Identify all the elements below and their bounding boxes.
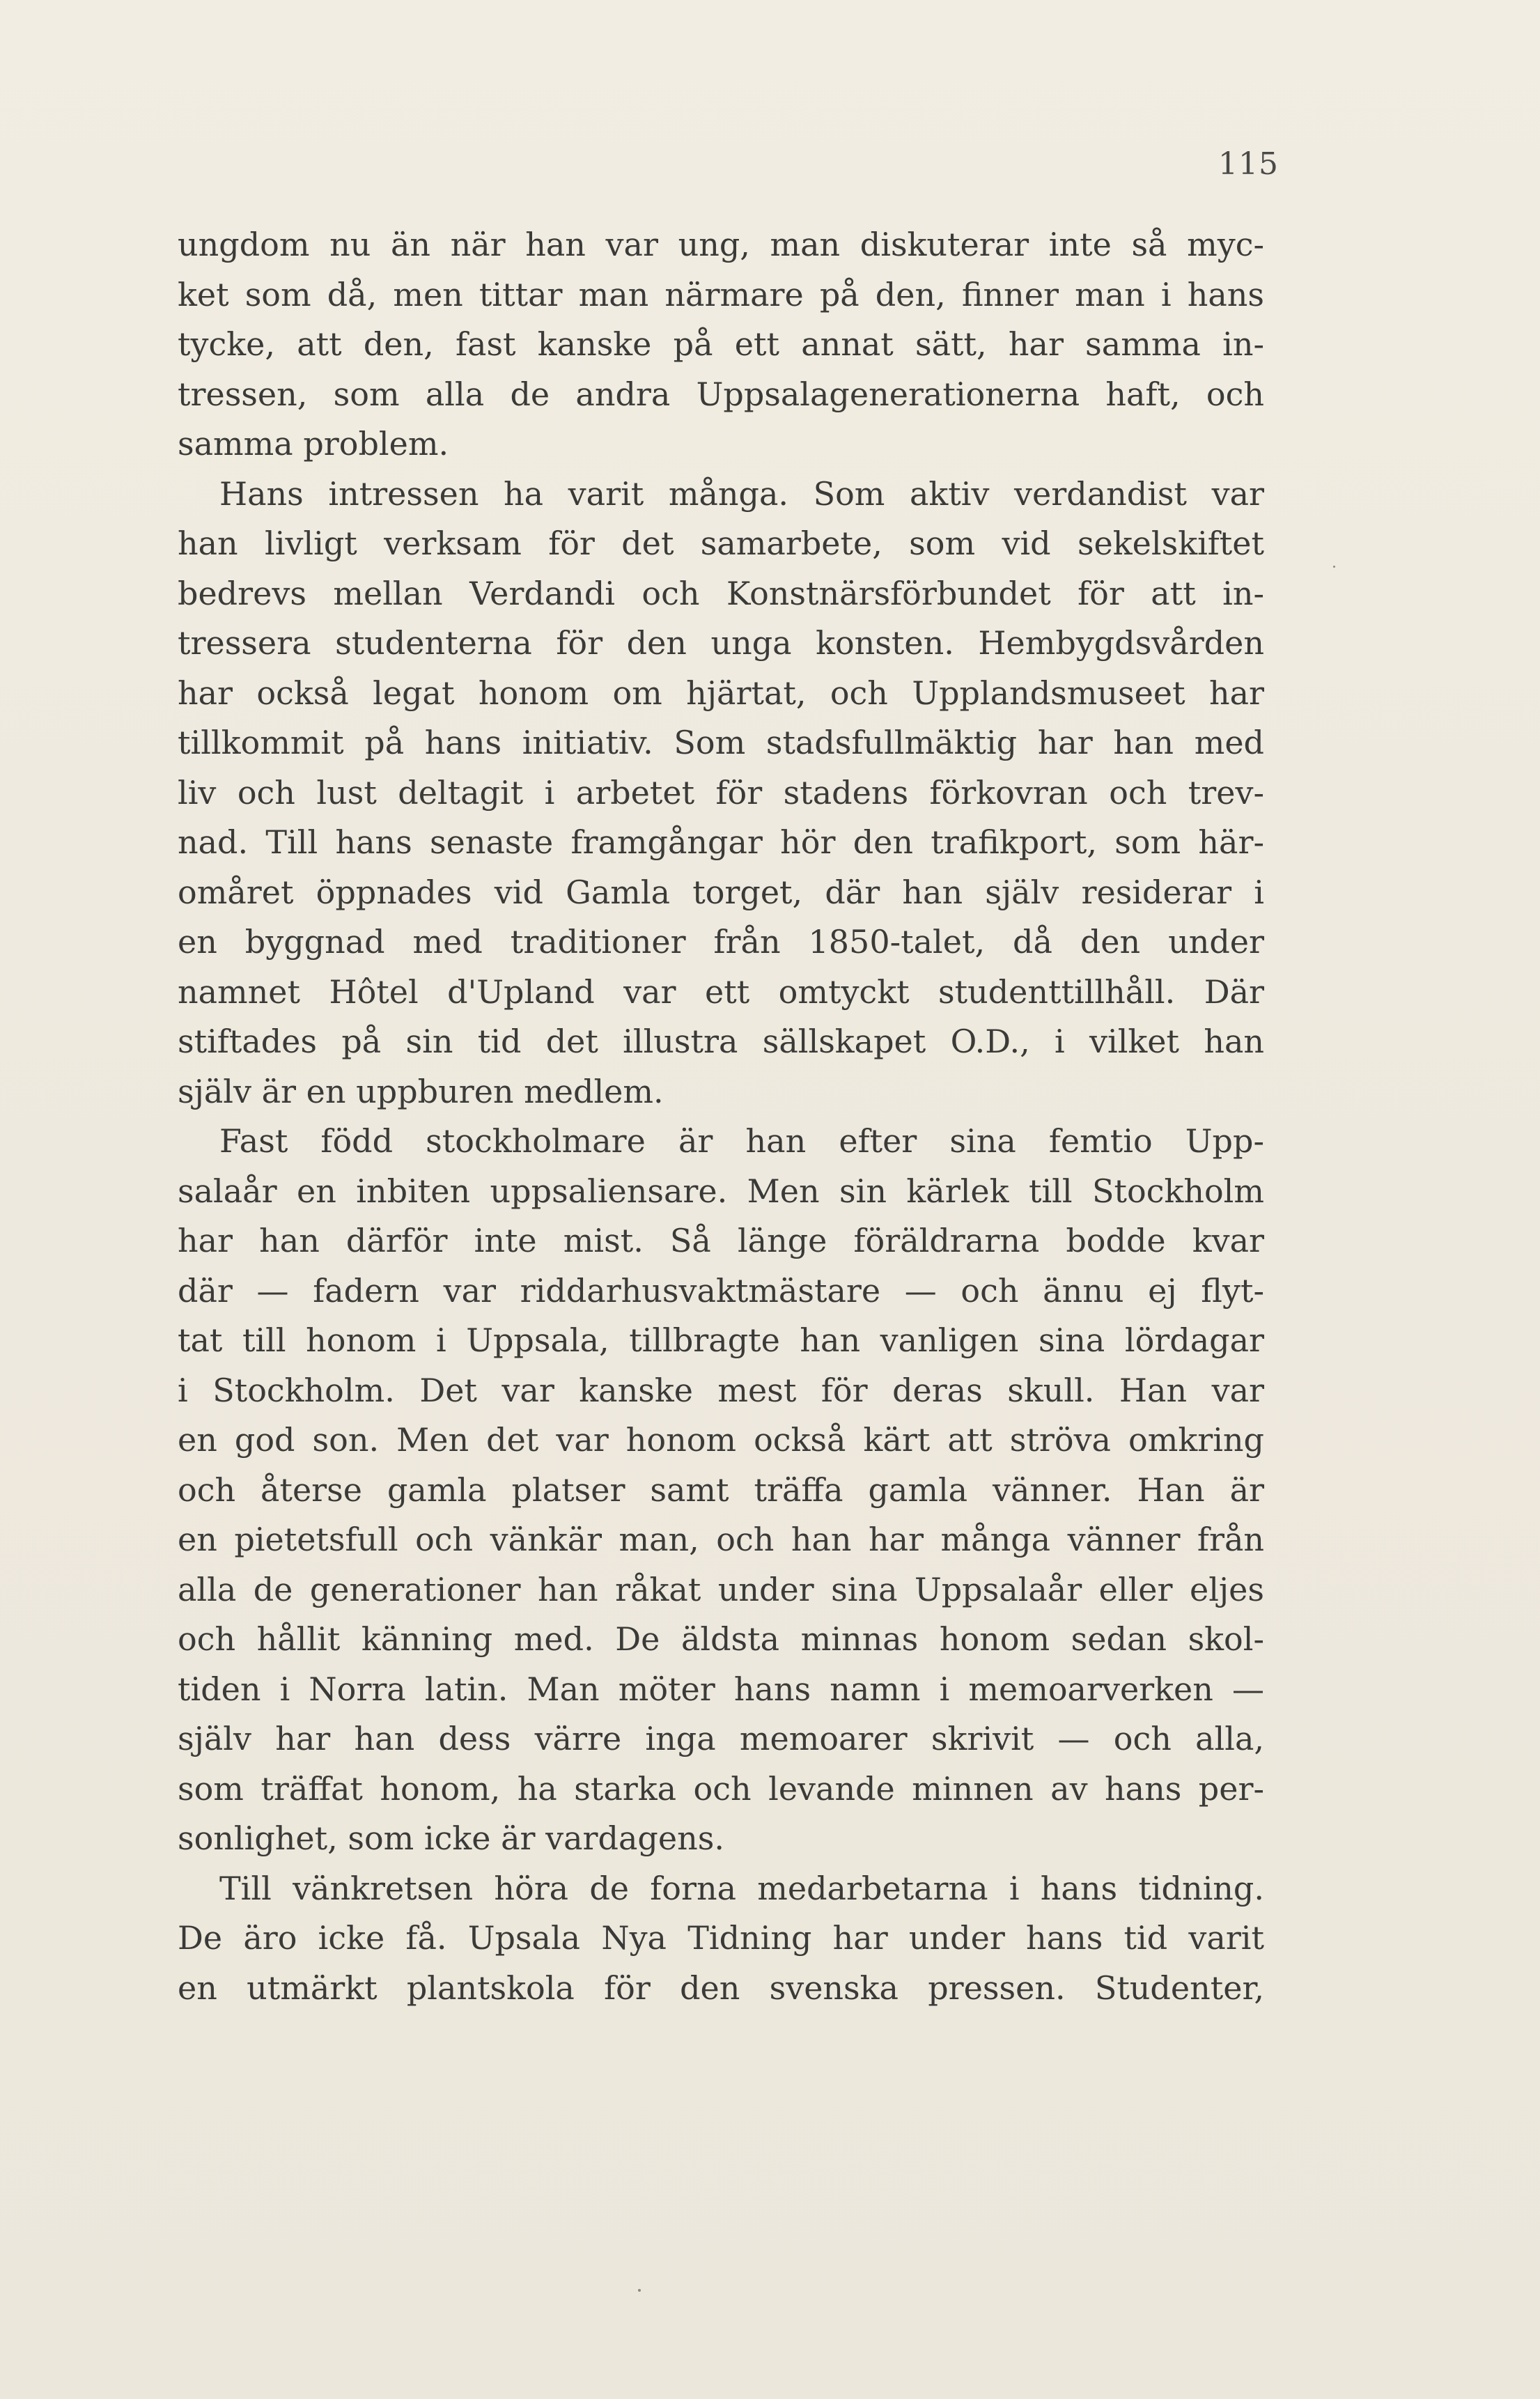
text-line: tressera studenterna för den unga konsten. Hembygdsvården: [178, 624, 1264, 662]
page-number: 115: [1218, 146, 1279, 182]
text-line: en pietetsfull och vänkär man, och han har många vänner från: [178, 1521, 1264, 1558]
text-line: en byggnad med traditioner från 1850-talet, då den under: [178, 923, 1264, 961]
text-line: liv och lust deltagit i arbetet för stadens förkovran och trev-: [178, 773, 1264, 812]
text-line: omåret öppnades vid Gamla torget, där han själv residerar i: [178, 873, 1264, 911]
paper-speck: [638, 2289, 641, 2292]
paper-speck: [1333, 566, 1335, 568]
text-line: själv har han dess värre inga memoarer skrivit — och alla,: [178, 1720, 1264, 1757]
text-line: och återse gamla platser samt träffa gamla vänner. Han är: [178, 1470, 1264, 1509]
text-line: samma problem.: [178, 425, 449, 463]
text-line: alla de generationer han råkat under sina Uppsalaår eller eljes: [178, 1570, 1264, 1608]
text-line: ungdom nu än när han var ung, man diskuterar inte så myc-: [178, 226, 1264, 263]
text-line: har han därför inte mist. Så länge föräldrarna bodde kvar: [178, 1222, 1264, 1259]
text-line: salaår en inbiten uppsaliensare. Men sin kärlek till Stockholm: [178, 1172, 1264, 1210]
text-line: stiftades på sin tid det illustra sällskapet O.D., i vilket han: [178, 1023, 1264, 1060]
text-line: han livligt verksam för det samarbete, som vid sekelskiftet: [178, 525, 1264, 562]
body-text: [178, 220, 1264, 2013]
text-line: De äro icke få. Upsala Nya Tidning har under hans tid varit: [178, 1919, 1264, 1957]
text-line: nad. Till hans senaste framgångar hör den trafikport, som här-: [178, 823, 1264, 861]
text-line: och hållit känning med. De äldsta minnas honom sedan skol-: [178, 1620, 1264, 1658]
text-line: tycke, att den, fast kanske på ett annat sätt, har samma in-: [178, 325, 1264, 363]
text-line: tressen, som alla de andra Uppsalagenerationerna haft, och: [178, 375, 1264, 413]
text-line: i Stockholm. Det var kanske mest för deras skull. Han var: [178, 1371, 1264, 1409]
text-line: själv är en uppburen medlem.: [178, 1072, 664, 1110]
text-line: bedrevs mellan Verdandi och Konstnärsförbundet för att in-: [178, 574, 1264, 612]
text-line: som träffat honom, ha starka och levande minnen av hans per-: [178, 1769, 1264, 1808]
text-line: ket som då, men tittar man närmare på den, finner man i hans: [178, 275, 1264, 313]
text-line: sonlighet, som icke är vardagens.: [178, 1819, 724, 1857]
text-line: en god son. Men det var honom också kärt att ströva omkring: [178, 1421, 1264, 1459]
text-line: Hans intressen ha varit många. Som aktiv verdandist var: [219, 474, 1264, 513]
text-line: namnet Hôtel d'Upland var ett omtyckt studenttillhåll. Där: [178, 972, 1264, 1011]
text-line: tillkommit på hans initiativ. Som stadsfullmäktig har han med: [178, 724, 1264, 761]
text-line: Fast född stockholmare är han efter sina femtio Upp-: [219, 1122, 1264, 1160]
text-line: Till vänkretsen höra de forna medarbetarna i hans tidning.: [219, 1869, 1264, 1907]
text-line: tiden i Norra latin. Man möter hans namn i memoarverken —: [178, 1670, 1264, 1708]
text-line: tat till honom i Uppsala, tillbragte han vanligen sina lördagar: [178, 1321, 1264, 1359]
text-line: en utmärkt plantskola för den svenska pressen. Studenter,: [178, 1969, 1264, 2007]
text-line: där — fadern var riddarhusvaktmästare — och ännu ej flyt-: [178, 1271, 1264, 1310]
text-line: har också legat honom om hjärtat, och Upplandsmuseet har: [178, 674, 1264, 712]
